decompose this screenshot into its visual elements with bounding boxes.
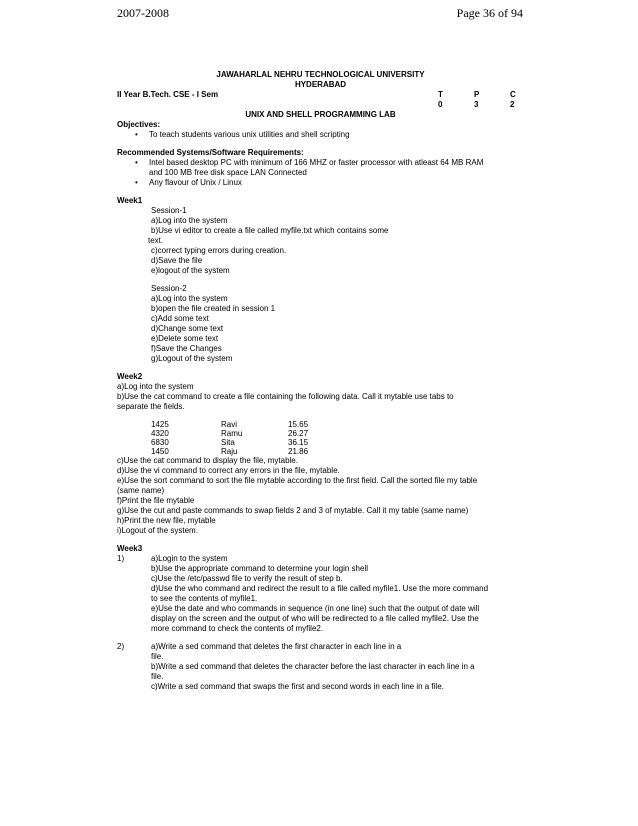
table-cell: 36.15 [288, 438, 309, 447]
page-header [117, 6, 523, 21]
list-item: i)Logout of the system. [117, 526, 198, 535]
year-tpc-labels [117, 90, 524, 100]
list-item: f)Print the file mytable [117, 496, 195, 505]
list-item: d)Use the vi command to correct any errors in the file, mytable. [117, 466, 340, 475]
document-body [117, 70, 524, 692]
requirements-heading: Recommended Systems/Software Requirements: [117, 148, 304, 157]
tpc-label-c: C [510, 90, 516, 99]
tpc-label-p: P [474, 90, 480, 99]
list-item: b)Use vi editor to create a file called myfile.txt which contains some [151, 226, 389, 235]
header-year: 2007-2008 [117, 6, 169, 20]
list-item: g)Use the cut and paste commands to swap fields 2 and 3 of mytable. Call it my table (same name) [117, 506, 469, 515]
tpc-value-t: 0 [438, 100, 443, 109]
list-item: • Any flavour of Unix / Linux [117, 178, 524, 188]
table-cell: 1450 [151, 447, 169, 456]
list-item: c)correct typing errors during creation. [151, 246, 287, 255]
list-item: separate the fields. [117, 402, 185, 411]
list-item: d)Change some text [151, 324, 224, 333]
list-item: c)Write a sed command that swaps the first and second words in each line in a file. [151, 682, 444, 691]
list-item: g)Logout of the system [151, 354, 233, 363]
list-item: file. [151, 672, 164, 681]
list-item: more command to check the contents of myfile2. [151, 624, 324, 633]
week1-session1 [117, 206, 524, 276]
list-item: c)Use the cat command to display the file, mytable. [117, 456, 298, 465]
list-item: a)Log into the system [151, 216, 228, 225]
lab-title: UNIX AND SHELL PROGRAMMING LAB [245, 110, 396, 119]
objectives-list [117, 130, 524, 140]
list-item: h)Print the new file, mytable [117, 516, 216, 525]
list-item: (same name) [117, 486, 165, 495]
table-cell: Ravi [221, 420, 238, 429]
week2-heading: Week2 [117, 372, 143, 381]
table-row [151, 438, 308, 447]
table-cell: 26.27 [288, 429, 309, 438]
table-cell: Raju [221, 447, 238, 456]
item-number: 2) [117, 642, 125, 651]
list-item: Session-1 [151, 206, 187, 215]
tpc-label-t: T [438, 90, 443, 99]
week1-session2 [117, 284, 524, 364]
table-cell: Ramu [221, 429, 243, 438]
list-item: d)Save the file [151, 256, 203, 265]
list-item: d)Use the who command and redirect the result to a file called myfile1. Use the more command [151, 584, 489, 593]
list-item: b)Use the cat command to create a file containing the following data. Call it mytable use tabs to [117, 392, 454, 401]
table-cell: 4320 [151, 429, 169, 438]
table-cell: 15.65 [288, 420, 309, 429]
list-item: e)Use the date and who commands in sequence (in one line) such that the output of date will [151, 604, 480, 613]
requirements-list [117, 158, 524, 188]
list-item: • To teach students various unix utilities and shell scripting [117, 130, 524, 140]
list-item: b)open the file created in session 1 [151, 304, 276, 313]
header-page-number: Page 36 of 94 [456, 6, 523, 20]
list-item: b)Use the appropriate command to determine your login shell [151, 564, 369, 573]
tpc-value-p: 3 [474, 100, 479, 109]
list-item: display on the screen and the output of who will be redirected to a file called myfile2. Use the [151, 614, 479, 623]
list-item: e)Use the sort command to sort the file mytable according to the first field. Call the sorted file my table [117, 476, 478, 485]
list-item: e)Delete some text [151, 334, 219, 343]
list-item: • Intel based desktop PC with minimum of 166 MHZ or faster processor with atleast 64 MB RAM [117, 158, 524, 168]
table-cell: 21.86 [288, 447, 309, 456]
list-item: a)Write a sed command that deletes the first character in each line in a [151, 642, 402, 651]
week3-item-1 [117, 554, 524, 634]
week3-item-2 [117, 642, 524, 692]
list-item: a)Log into the system [117, 382, 194, 391]
list-item: c)Add some text [151, 314, 209, 323]
list-item: text. [148, 236, 164, 245]
list-item: e)logout of the system [151, 266, 230, 275]
table-row [151, 429, 308, 438]
university-name: JAWAHARLAL NEHRU TECHNOLOGICAL UNIVERSITY [216, 70, 425, 79]
week1-heading: Week1 [117, 196, 143, 205]
list-item: f)Save the Changes [151, 344, 222, 353]
table-cell: Sita [221, 438, 235, 447]
tpc-value-c: 2 [510, 100, 515, 109]
tpc-values [117, 100, 524, 110]
list-item-continuation: and 100 MB free disk space LAN Connected [149, 168, 307, 177]
table-row [151, 447, 308, 456]
list-item: file. [151, 652, 164, 661]
list-item: b)Write a sed command that deletes the character before the last character in each line in a [151, 662, 475, 671]
item-number: 1) [117, 554, 125, 563]
list-item: to see the contents of myfile1. [151, 594, 258, 603]
list-item: c)Use the /etc/passwd file to verify the result of step b. [151, 574, 343, 583]
list-item: Session-2 [151, 284, 187, 293]
university-city: HYDERABAD [294, 80, 347, 89]
mytable-data [151, 420, 308, 456]
list-item: a)Log into the system [151, 294, 228, 303]
table-row [151, 420, 308, 429]
year-line: II Year B.Tech. CSE - I Sem [117, 90, 219, 99]
table-cell: 1425 [151, 420, 169, 429]
objectives-heading: Objectives: [117, 120, 161, 129]
table-cell: 6830 [151, 438, 169, 447]
list-item: a)Login to the system [151, 554, 228, 563]
week3-heading: Week3 [117, 544, 143, 553]
